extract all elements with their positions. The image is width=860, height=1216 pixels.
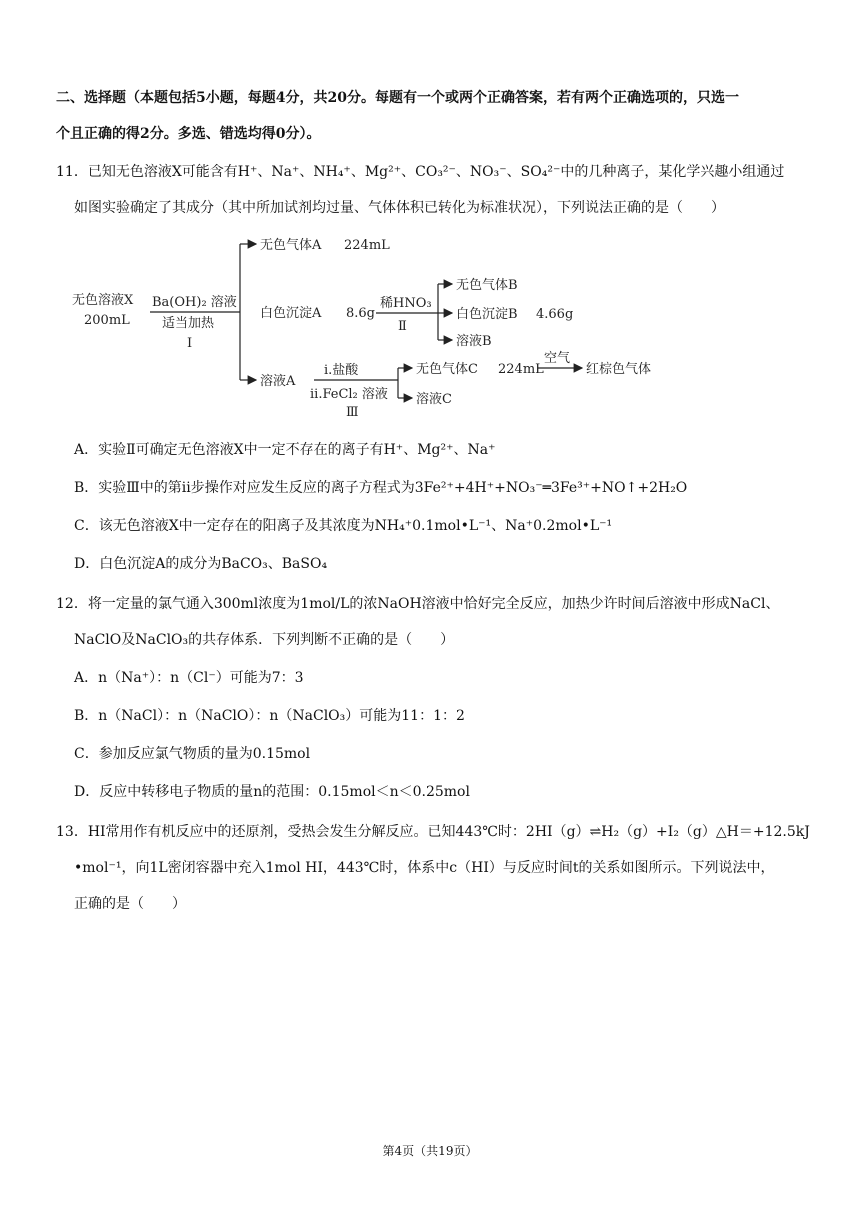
gas-B-label: 无色气体B [456, 278, 518, 293]
solution-B-label: 溶液B [456, 334, 492, 349]
step-II-numeral: Ⅱ [398, 319, 407, 334]
precipitate-A-label: 白色沉淀A [260, 306, 322, 321]
q12-stem-line-1: 12．将一定量的氯气通入300ml浓度为1mol/L的浓NaOH溶液中恰好完全反应，加热少许时间后溶液中形成NaCl、 [56, 596, 780, 612]
q13-stem-line-1: 13．HI常用作有机反应中的还原剂，受热会发生分解反应。已知443℃时：2HI（g）⇌H₂（g）+I₂（g）△H＝+12.5kJ [56, 824, 810, 840]
solution-A-label: 溶液A [260, 374, 296, 389]
solution-C-label: 溶液C [416, 392, 452, 407]
q11-stem-line-2: 如图实验确定了其成分（其中所加试剂均过量、气体体积已转化为标准状况），下列说法正确的是（ ） [74, 200, 725, 216]
gas-A-label: 无色气体A [260, 238, 322, 253]
q13-stem-line-2: •mol⁻¹，向1L密闭容器中充入1mol HI，443℃时，体系中c（HI）与反应时间t的关系如图所示。下列说法中， [74, 860, 775, 876]
reagent-III-step-2: ii.FeCl₂ 溶液 [310, 387, 388, 402]
experiment-flowchart [70, 226, 710, 426]
start-volume-label: 200mL [84, 313, 130, 328]
q12-option-b: B．n（NaCl）：n（NaClO）：n（NaClO₃）可能为11：1：2 [74, 708, 465, 724]
reagent-I-condition: 适当加热 [162, 316, 215, 331]
precipitate-A-mass: 8.6g [346, 306, 375, 321]
reagent-I-label: Ba(OH)₂ 溶液 [152, 295, 237, 310]
q12-option-d: D．反应中转移电子物质的量n的范围：0.15mol＜n＜0.25mol [74, 784, 470, 800]
air-label: 空气 [544, 351, 571, 366]
q12-stem-line-2: NaClO及NaClO₃的共存体系．下列判断不正确的是（ ） [74, 632, 455, 648]
section-header-line-2: 个且正确的得2分。多选、错选均得0分）。 [56, 126, 321, 142]
precipitate-B-label: 白色沉淀B [456, 307, 518, 322]
q12-option-a: A．n（Na⁺）：n（Cl⁻）可能为7：3 [74, 670, 304, 686]
q11-stem-line-1: 11．已知无色溶液X可能含有H⁺、Na⁺、NH₄⁺、Mg²⁺、CO₃²⁻、NO₃⁻、SO₄²⁻中的几种离子，某化学兴趣小组通过 [56, 164, 785, 180]
reagent-III-step-1: i.盐酸 [324, 363, 359, 378]
section-header-line-1: 二、选择题（本题包括5小题，每题4分，共20分。每题有一个或两个正确答案，若有两个正确选项的，只选一 [56, 90, 739, 106]
gas-A-volume: 224mL [344, 238, 390, 253]
reagent-II-label: 稀HNO₃ [380, 296, 432, 311]
q11-option-d: D．白色沉淀A的成分为BaCO₃、BaSO₄ [74, 556, 328, 572]
gas-C-label: 无色气体C [416, 362, 478, 377]
start-solution-label: 无色溶液X [72, 293, 134, 308]
q11-option-c: C．该无色溶液X中一定存在的阳离子及其浓度为NH₄⁺0.1mol•L⁻¹、Na⁺0.2mol•L⁻¹ [74, 518, 613, 534]
page-number-footer: 第4页（共19页） [382, 1144, 478, 1158]
precipitate-B-mass: 4.66g [536, 307, 574, 322]
step-III-numeral: Ⅲ [346, 405, 359, 420]
q13-stem-line-3: 正确的是（ ） [74, 896, 186, 912]
q11-option-a: A．实验Ⅱ可确定无色溶液X中一定不存在的离子有H⁺、Mg²⁺、Na⁺ [74, 442, 496, 458]
q11-option-b: B．实验Ⅲ中的第ii步操作对应发生反应的离子方程式为3Fe²⁺+4H⁺+NO₃⁻═3Fe³⁺+NO↑+2H₂O [74, 480, 688, 496]
gas-C-volume: 224mL [498, 362, 544, 377]
brown-gas-label: 红棕色气体 [586, 362, 652, 377]
q12-option-c: C．参加反应氯气物质的量为0.15mol [74, 746, 311, 762]
step-I-numeral: Ⅰ [187, 336, 193, 351]
